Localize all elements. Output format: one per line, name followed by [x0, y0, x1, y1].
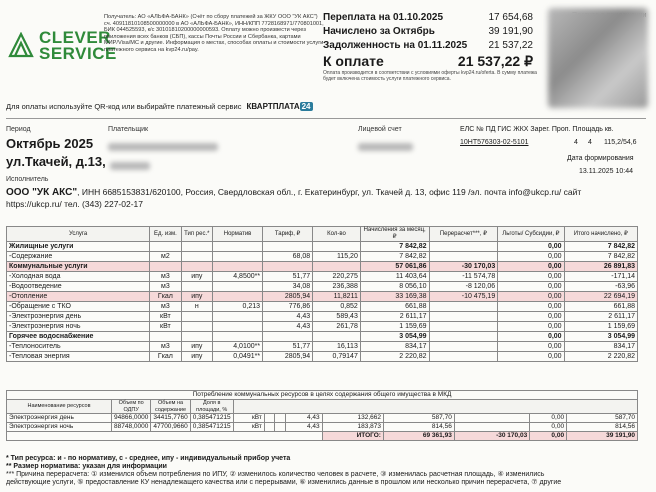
table-cell [313, 262, 361, 272]
total-charged: 69 361,93 [383, 432, 454, 441]
qr-code[interactable] [548, 8, 648, 108]
table-cell: 0,00 [498, 272, 564, 282]
period-label: Период [6, 126, 31, 133]
table-cell: 0,00 [498, 242, 564, 252]
table-cell: -Тепловая энергия [7, 352, 150, 362]
table-cell: -171,14 [564, 272, 637, 282]
table-cell: 11 403,64 [360, 272, 429, 282]
table-cell: 0,00 [498, 282, 564, 292]
column-header: Норматив [213, 227, 263, 242]
sub-table-cell: 0,385471215 [190, 414, 233, 423]
table-cell [263, 262, 313, 272]
table-cell [213, 242, 263, 252]
table-cell: 2 220,82 [564, 352, 637, 362]
table-cell: ипу [181, 292, 212, 302]
table-cell: 33 169,38 [360, 292, 429, 302]
table-cell: м2 [150, 252, 181, 262]
sub-table-cell: 132,662 [322, 414, 383, 423]
table-cell: -Теплоноситель [7, 342, 150, 352]
sub-column-header: Объем на содержание [151, 400, 190, 414]
table-row [7, 322, 638, 332]
common-property-table [6, 390, 638, 441]
footnote-4: действующие услуги, ⑤ предоставление КУ ненадлежащего качества или с перерывами, ⑥ изменились данные в прошлом или несколько причин перерасчета, ⑦ другие [6, 479, 562, 486]
table-cell: 0,213 [213, 302, 263, 312]
sub-table-cell: 88748,0000 [112, 423, 151, 432]
footnote-2: ** Размер норматива: указан для информации [6, 463, 167, 470]
table-cell: 834,17 [360, 342, 429, 352]
footnotes [6, 455, 646, 487]
logo-line-1: CLEVER [39, 28, 111, 47]
sub-table-cell [264, 423, 274, 432]
kvartplata-brand: КВАРТПЛАТА [246, 102, 300, 111]
table-cell: 2 611,17 [564, 312, 637, 322]
table-cell: 26 891,83 [564, 262, 637, 272]
table-cell: 261,78 [313, 322, 361, 332]
table-cell [213, 322, 263, 332]
table-cell: 4,0100** [213, 342, 263, 352]
table-cell: 1 159,69 [564, 322, 637, 332]
sub-table-cell: Электроэнергия день [7, 414, 112, 423]
logo-line-2: SERVICE [39, 44, 117, 63]
column-header: Тариф, ₽ [263, 227, 313, 242]
account-label: Лицевой счет [358, 126, 402, 133]
table-cell: 8 056,10 [360, 282, 429, 292]
sub-table-cell [264, 414, 274, 423]
table-cell: ипу [181, 342, 212, 352]
table-cell: -Водоотведение [7, 282, 150, 292]
els-value: 10НТ576303-02-5101 [460, 139, 529, 146]
executor-line-1 [6, 187, 581, 198]
sub-header-filler [233, 400, 637, 414]
table-cell: 661,88 [360, 302, 429, 312]
table-cell: 661,88 [564, 302, 637, 312]
account-blurred [358, 138, 413, 156]
table-row [7, 312, 638, 322]
area-value: 115,2/54,6 [604, 139, 637, 146]
charged-label: Начислено за Октябрь [323, 26, 435, 37]
payer-label: Плательщик [108, 126, 149, 133]
sub-table-cell: 814,56 [567, 423, 638, 432]
date-value: 13.11.2025 10:44 [579, 168, 633, 175]
column-header: Итого начислено, ₽ [564, 227, 637, 242]
table-cell: -Холодная вода [7, 272, 150, 282]
table-cell: 589,43 [313, 312, 361, 322]
sub-column-header: Объем по ОДПУ [112, 400, 151, 414]
table-cell [213, 332, 263, 342]
payer-name-blurred [108, 138, 218, 156]
table-cell: -Электроэнергия день [7, 312, 150, 322]
table-cell: Гкал [150, 292, 181, 302]
table-cell: 0,00 [498, 252, 564, 262]
table-cell [313, 332, 361, 342]
table-cell [181, 322, 212, 332]
common-property-title: Потребление коммунальных ресурсов в целях содержания общего имущества в МКД [7, 391, 638, 400]
sub-table-cell: 0,385471215 [190, 423, 233, 432]
sub-column-header: Наименование ресурсов [7, 400, 112, 414]
sub-table-cell: 587,70 [383, 414, 454, 423]
total-label: ИТОГО: [322, 432, 383, 441]
table-row [7, 302, 638, 312]
offer-note: Оплата производится в соответствии с условиями оферты kvp24.ru/oferta. В сумму платежа будет включена стоимость услуги платежного сервиса. [323, 70, 537, 82]
table-cell: 0,00 [498, 342, 564, 352]
column-header: Льготы/ Субсидии, ₽ [498, 227, 564, 242]
table-row [7, 252, 638, 262]
sub-table-row [7, 423, 638, 432]
footnote-3: *** Причина перерасчета: ① изменился объем потребления по ИПУ, ② изменилось количество человек в расчете, ③ изменилась расчетная площадь, ④ изменились [6, 471, 545, 478]
column-header: Перерасчет***, ₽ [429, 227, 498, 242]
total-recalc: -30 170,03 [454, 432, 529, 441]
table-row [7, 352, 638, 362]
reg-count: 4 [574, 139, 578, 146]
table-cell: -8 120,06 [429, 282, 498, 292]
sub-table-cell: 47700,9660 [151, 423, 190, 432]
table-cell: -63,96 [564, 282, 637, 292]
charged-value: 39 191,90 [488, 26, 533, 37]
table-cell: -30 170,03 [429, 262, 498, 272]
pay-value: 21 537,22 ₽ [457, 53, 533, 69]
sub-table-cell: 0,00 [530, 423, 567, 432]
table-cell: 7 842,82 [564, 242, 637, 252]
sub-table-cell: 587,70 [567, 414, 638, 423]
table-cell: 0,00 [498, 312, 564, 322]
table-cell: -Содержание [7, 252, 150, 262]
table-cell: 776,86 [263, 302, 313, 312]
table-cell: 7 842,82 [360, 242, 429, 252]
divider [6, 118, 646, 119]
overpay-label: Переплата на 01.10.2025 [323, 12, 444, 23]
table-cell [429, 332, 498, 342]
qr-hint [6, 102, 313, 111]
table-cell: 0,00 [498, 322, 564, 332]
footnote-1: * Тип ресурса: и - по нормативу, с - среднее, ипу - индивидуальный прибор учета [6, 455, 291, 462]
table-cell [181, 312, 212, 322]
sub-table-cell: 4,43 [285, 423, 322, 432]
table-cell: -Отопление [7, 292, 150, 302]
table-row [7, 342, 638, 352]
sub-table-row [7, 414, 638, 423]
table-cell: 51,77 [263, 342, 313, 352]
table-cell: м3 [150, 282, 181, 292]
table-cell: 68,08 [263, 252, 313, 262]
table-cell: 16,113 [313, 342, 361, 352]
table-row [7, 282, 638, 292]
table-cell [429, 322, 498, 332]
table-row [7, 272, 638, 282]
table-cell: 0,852 [313, 302, 361, 312]
table-row [7, 262, 638, 272]
table-cell: -Обращение с ТКО [7, 302, 150, 312]
sub-table-cell [454, 423, 529, 432]
table-cell: Гкал [150, 352, 181, 362]
table-cell: 0,0491** [213, 352, 263, 362]
table-cell: -Электроэнергия ночь [7, 322, 150, 332]
leaf-icon [8, 32, 34, 58]
table-cell: 0,00 [498, 262, 564, 272]
sub-column-header: Доля в площади, % [190, 400, 233, 414]
sub-table-cell: 34415,7760 [151, 414, 190, 423]
table-cell [263, 332, 313, 342]
recipient-details: Получатель: АО «АЛЬФА-БАНК» (Счёт по сбору платежей за ЖКУ ООО "УК АКС") сч. 40911810108500000000 в АО «АЛЬФА-БАНК», ИНН/КПП 7728168971/770801001, БИК 044525593, к/с 30101810200000000593. Оплату можно произвести через приложения всех банков (СБП), кассы Почты России и Сбербанка, картами МИР/Visa/МС и другие. Информация о местах, способах оплаты и стоимости услуги платежного сервиса на kvp24.ru/pay. [104, 14, 324, 53]
table-cell [213, 282, 263, 292]
table-row [7, 292, 638, 302]
table-cell: н [181, 302, 212, 312]
table-cell: 7 842,82 [360, 252, 429, 262]
table-cell [213, 262, 263, 272]
table-cell [181, 262, 212, 272]
sub-table-cell [454, 414, 529, 423]
charges-header-row [7, 227, 638, 242]
executor-label: Исполнитель [6, 176, 49, 183]
sub-table-cell: кВт [233, 423, 264, 432]
column-header: Услуга [7, 227, 150, 242]
table-cell: 51,77 [263, 272, 313, 282]
table-cell [313, 242, 361, 252]
table-cell: -10 475,19 [429, 292, 498, 302]
table-cell: м3 [150, 272, 181, 282]
table-cell: Горячее водоснабжение [7, 332, 150, 342]
table-cell: 2 220,82 [360, 352, 429, 362]
table-cell: 2805,94 [263, 292, 313, 302]
address-blurred [110, 157, 150, 175]
table-cell: 834,17 [564, 342, 637, 352]
table-cell: 7 842,82 [564, 252, 637, 262]
column-header: Начисления за месяц, ₽ [360, 227, 429, 242]
table-cell: 0,00 [498, 352, 564, 362]
table-row [7, 332, 638, 342]
sub-table-cell: 4,43 [285, 414, 322, 423]
table-cell: ипу [181, 272, 212, 282]
payment-summary [323, 12, 543, 88]
total-sum: 39 191,90 [567, 432, 638, 441]
table-cell: 3 054,99 [360, 332, 429, 342]
table-cell: кВт [150, 312, 181, 322]
table-cell [181, 282, 212, 292]
table-cell [429, 252, 498, 262]
total-row [7, 432, 638, 441]
sub-table-cell: 183,873 [322, 423, 383, 432]
table-cell: 236,388 [313, 282, 361, 292]
table-cell [263, 242, 313, 252]
table-cell: Жилищные услуги [7, 242, 150, 252]
table-cell: 0,79147 [313, 352, 361, 362]
table-cell [429, 242, 498, 252]
table-cell [429, 342, 498, 352]
column-header: Тип рес.* [181, 227, 212, 242]
table-cell [429, 312, 498, 322]
table-cell: 0,00 [498, 332, 564, 342]
period-value: Октябрь 2025 [6, 136, 94, 151]
table-cell [150, 332, 181, 342]
table-cell [429, 352, 498, 362]
debt-label: Задолженность на 01.11.2025 [323, 40, 468, 51]
sub-table-cell [275, 414, 285, 423]
sub-table-cell: 94866,0000 [112, 414, 151, 423]
table-cell: -11 574,78 [429, 272, 498, 282]
table-cell: 220,275 [313, 272, 361, 282]
prop-count: 4 [588, 139, 592, 146]
sub-table-cell [275, 423, 285, 432]
table-cell: м3 [150, 302, 181, 312]
table-cell: 57 061,86 [360, 262, 429, 272]
table-cell: ипу [181, 352, 212, 362]
overpay-value: 17 654,68 [488, 12, 533, 23]
table-cell [429, 302, 498, 312]
table-cell [150, 242, 181, 252]
table-cell [213, 292, 263, 302]
charges-table [6, 226, 638, 362]
total-spacer [7, 432, 323, 441]
table-cell: 0,00 [498, 302, 564, 312]
table-cell: 34,08 [263, 282, 313, 292]
table-cell [181, 252, 212, 262]
table-cell: 4,43 [263, 312, 313, 322]
table-cell: 22 694,19 [564, 292, 637, 302]
executor-details: , ИНН 6685153831/620100, Россия, Свердловская обл., г. Екатеринбург, ул. Ткачей д. 13, офис 119 /эл. почта info@ukcp.ru/ сайт [77, 187, 582, 197]
table-cell: 11,8211 [313, 292, 361, 302]
table-row [7, 242, 638, 252]
debt-value: 21 537,22 [488, 40, 533, 51]
table-cell: 1 159,69 [360, 322, 429, 332]
date-label: Дата формирования [567, 155, 634, 162]
table-cell: м3 [150, 342, 181, 352]
pay-label: К оплате [323, 53, 384, 69]
table-cell: 2 611,17 [360, 312, 429, 322]
els-header: ЕЛС № ПД ГИС ЖКХ Зарег. Проп. Площадь кв. [460, 126, 614, 133]
sub-table-cell: кВт [233, 414, 264, 423]
table-cell: 4,8500** [213, 272, 263, 282]
common-property-header-row [7, 400, 638, 414]
table-cell: 115,20 [313, 252, 361, 262]
table-cell: Коммунальные услуги [7, 262, 150, 272]
table-cell: 4,43 [263, 322, 313, 332]
table-cell: 2805,94 [263, 352, 313, 362]
executor-line-2: https://ukcp.ru/ тел. (343) 227-02-17 [6, 199, 143, 209]
table-cell: кВт [150, 322, 181, 332]
kvartplata-badge: 24 [301, 102, 311, 111]
table-cell [181, 242, 212, 252]
table-cell: 0,00 [498, 292, 564, 302]
address: ул.Ткачей, д.13, [6, 154, 106, 169]
table-cell [213, 312, 263, 322]
total-benefits: 0,00 [530, 432, 567, 441]
table-cell [213, 252, 263, 262]
qr-hint-text: Для оплаты используйте QR-код или выбирайте платежный сервис [6, 102, 242, 111]
executor-name: ООО "УК АКС" [6, 187, 78, 198]
table-cell [150, 262, 181, 272]
sub-table-cell: 814,56 [383, 423, 454, 432]
sub-table-cell: 0,00 [530, 414, 567, 423]
column-header: Кол-во [313, 227, 361, 242]
table-cell [181, 332, 212, 342]
column-header: Ед. изм. [150, 227, 181, 242]
table-cell: 3 054,99 [564, 332, 637, 342]
sub-table-cell: Электроэнергия ночь [7, 423, 112, 432]
